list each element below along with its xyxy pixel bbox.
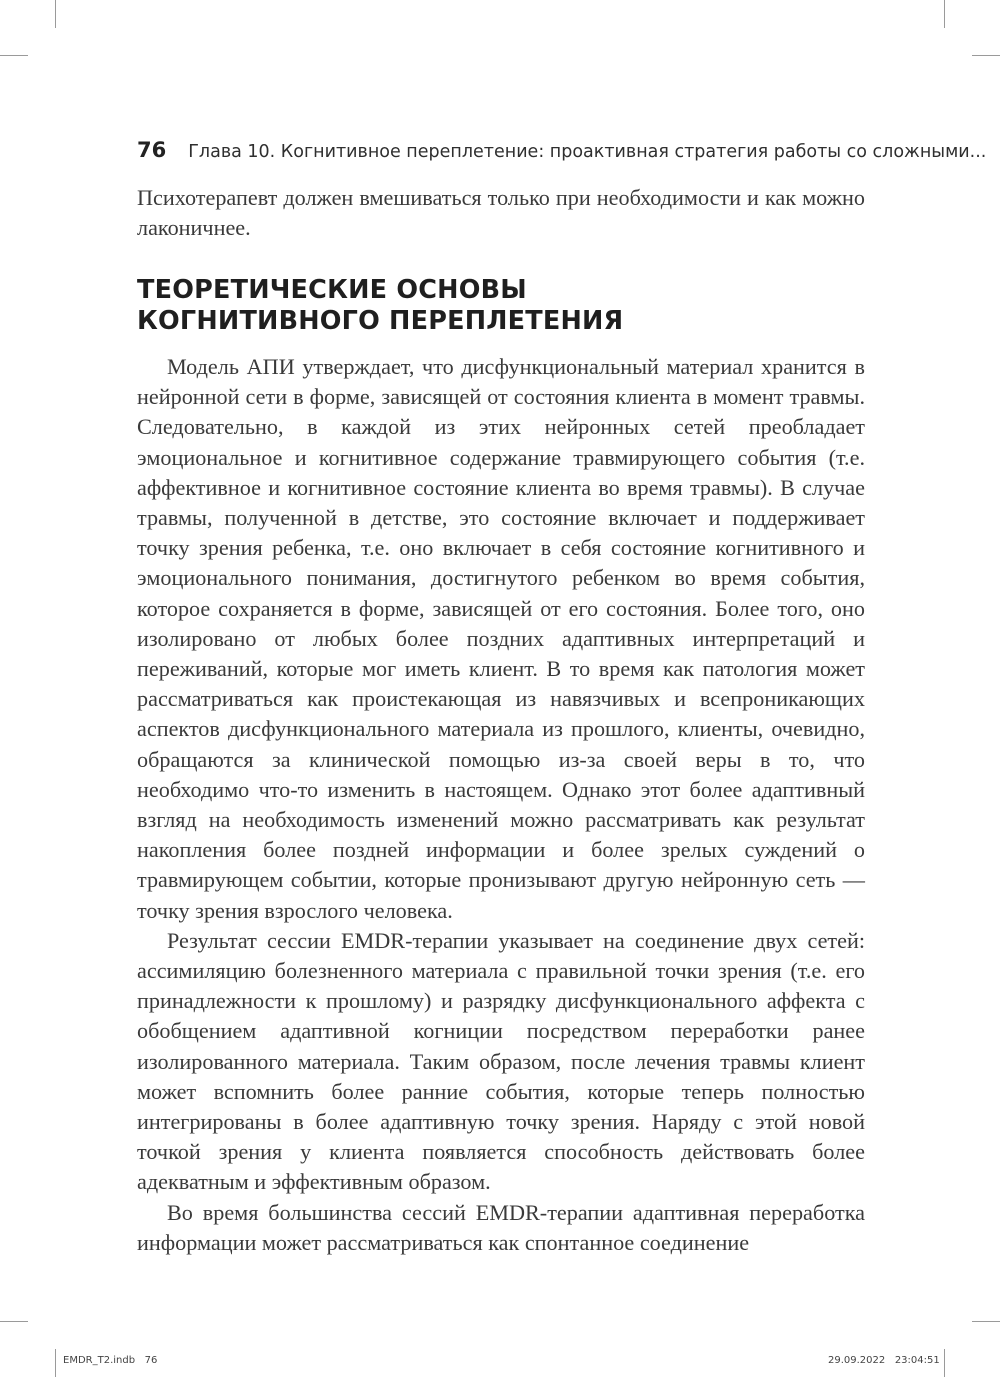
slug-file (63, 1355, 157, 1366)
crop-mark-top-right (944, 0, 945, 28)
crop-mark-bottom-left (55, 1349, 56, 1377)
page-number: 76 (137, 138, 167, 162)
chapter-title: Глава 10. Когнитивное переплетение: проактивная стратегия работы со сложными... (188, 142, 987, 162)
section-heading (137, 275, 865, 337)
crop-mark-bottom-right (944, 1349, 945, 1377)
slug-time: 23:04:51 (894, 1355, 940, 1366)
section-heading-line-2: КОГНИТИВНОГО ПЕРЕПЛЕТЕНИЯ (137, 306, 624, 336)
intro-text (137, 183, 865, 243)
slug-date: 29.09.2022 (828, 1355, 886, 1366)
crop-mark-right-top (972, 55, 1000, 56)
running-head (137, 138, 987, 162)
main-text (137, 352, 865, 1258)
crop-mark-left-top (0, 55, 28, 56)
slug-page: 76 (144, 1355, 158, 1366)
crop-mark-right-bottom (972, 1321, 1000, 1322)
paragraph: Модель АПИ утверждает, что дисфункциональный материал хранится в нейронной сети в форме, зависящей от состояния клиента в момент травмы. Следовательно, в каждой из этих нейронных сетей преобладает эмоциональное и когнитивное содержание травмирующего события (т.е. аффективное и когнитивное состояние клиента во время травмы). В случае травмы, полученной в детстве, это состояние включает и поддерживает точку зрения ребенка, т.е. оно включает в себя состояние когнитивного и эмоционального понимания, достигнутого ребенком во время события, которое сохраняется в форме, зависящей от его состояния. Более того, оно изолировано от любых более поздних адаптивных интерпретаций и переживаний, которые мог иметь клиент. В то время как патология может рассматриваться как проистекающая из навязчивых и всепроникающих аспектов дисфункционального материала из прошлого, клиенты, очевидно, обращаются за клинической помощью из-за своей веры в то, что необходимо что-то изменить в настоящем. Однако этот более адаптивный взгляд на необходимость изменений можно рассматривать как результат накопления более поздней информации и более зрелых суждений о травмирующем событии, которые пронизывают другую нейронную сеть — точку зрения взрослого человека. (137, 354, 865, 923)
intro-paragraph: Психотерапевт должен вмешиваться только при необходимости и как можно лаконичнее. (137, 185, 865, 241)
slug-filename: EMDR_T2.indb (63, 1355, 136, 1366)
section-heading-line-1: ТЕОРЕТИЧЕСКИЕ ОСНОВЫ (137, 275, 527, 305)
crop-mark-top-left (55, 0, 56, 28)
slug-timestamp (828, 1355, 940, 1366)
paragraph: Результат сессии EMDR-терапии указывает на соединение двух сетей: ассимиляцию болезненного материала с правильной точки зрения (т.е. его принадлежности к прошлому) и разрядку дисфункционального аффекта с обобщением адаптивной когниции посредством переработки ранее изолированного материала. Таким образом, после лечения травмы клиент может вспомнить более ранние события, которые теперь полностью интегрированы в более адаптивную точку зрения. Наряду с этой новой точкой зрения у клиента появляется способность действовать более адекватным и эффективным образом. (137, 927, 865, 1195)
paragraph: Во время большинства сессий EMDR-терапии адаптивная переработка информации может рассматриваться как спонтанное соединение (137, 1199, 865, 1255)
crop-mark-left-bottom (0, 1321, 28, 1322)
